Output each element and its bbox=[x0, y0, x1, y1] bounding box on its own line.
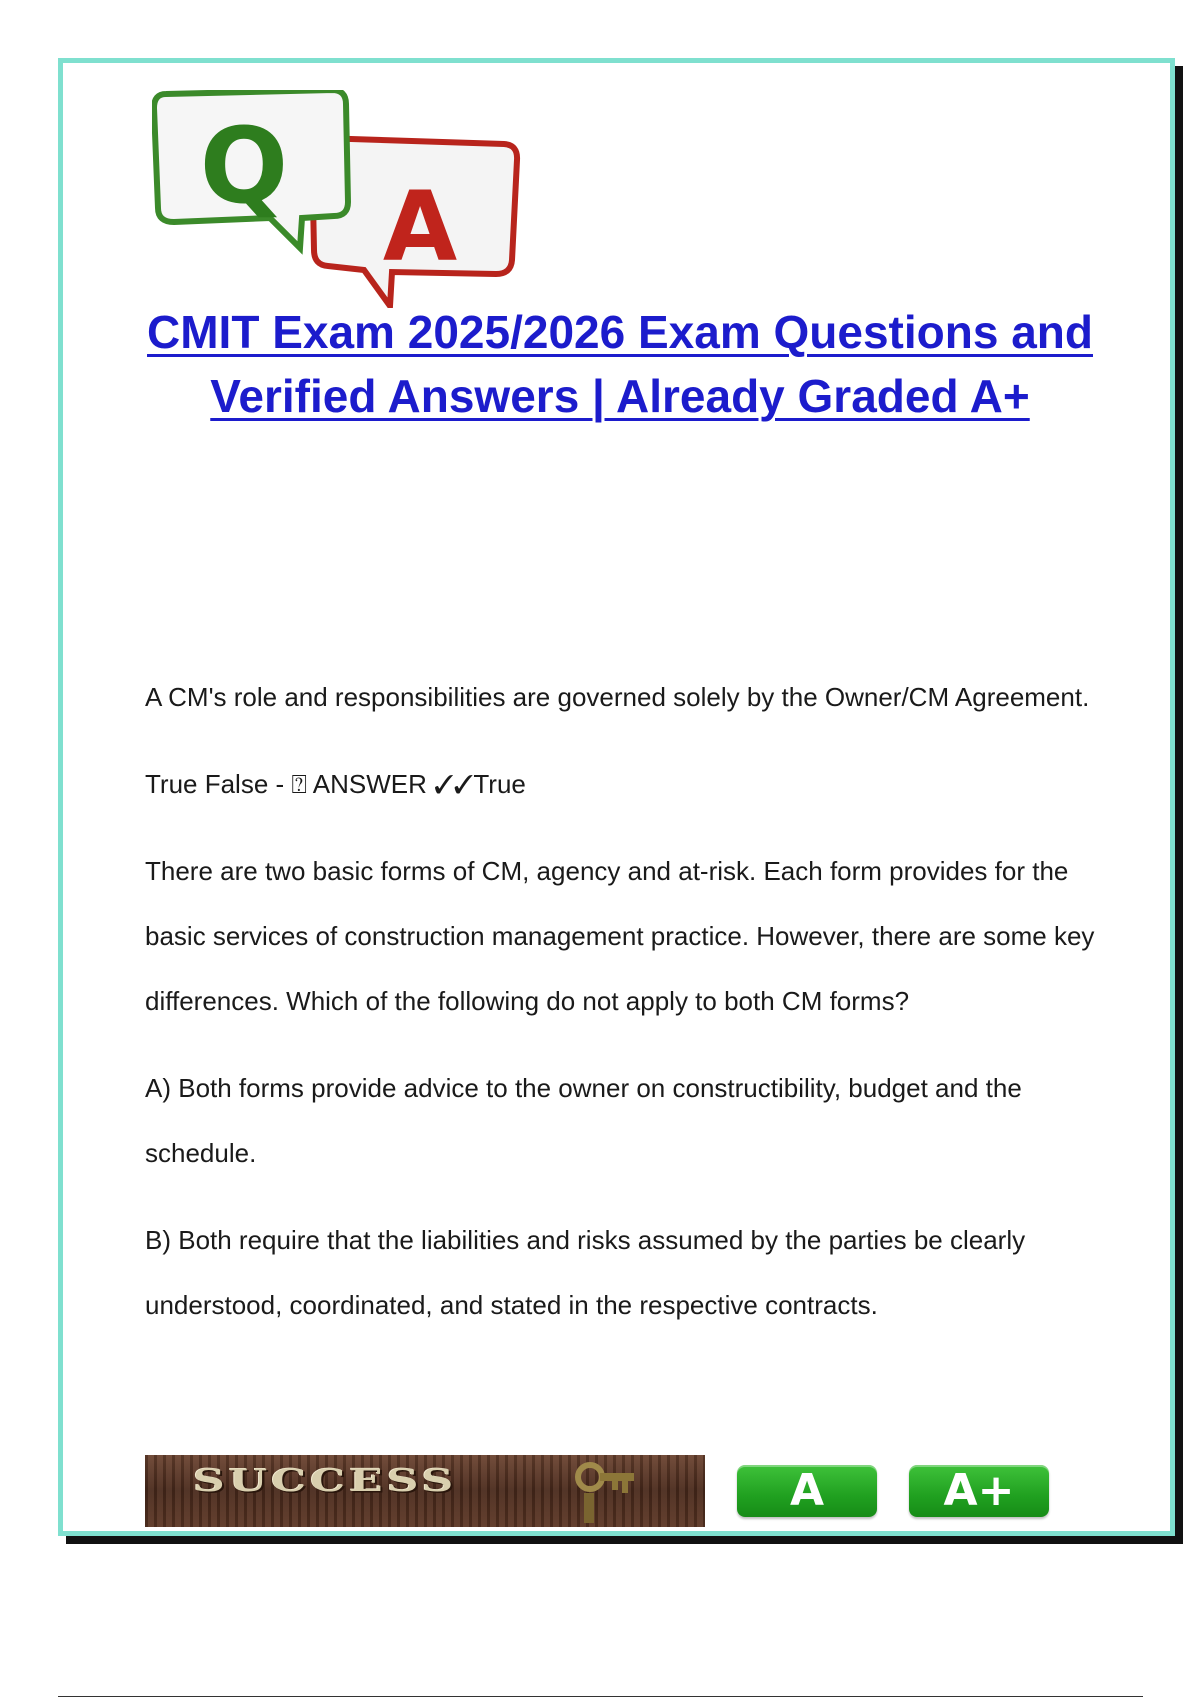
q-letter: Q bbox=[199, 105, 289, 227]
grade-aplus-badge: A+ bbox=[909, 1465, 1049, 1517]
question-list bbox=[145, 665, 1105, 1360]
page-title[interactable]: CMIT Exam 2025/2026 Exam Questions and Verified Answers | Already Graded A+ bbox=[147, 306, 1093, 422]
footer-banner-row bbox=[145, 1455, 1075, 1527]
success-text: SUCCESS bbox=[193, 1463, 458, 1499]
qa-logo bbox=[152, 90, 524, 308]
key-icon bbox=[570, 1459, 640, 1525]
a-letter: A bbox=[382, 171, 458, 283]
grade-a-badge: A bbox=[737, 1465, 877, 1517]
answer-text: True False - ⍰ ANSWER ✓✓True bbox=[145, 769, 526, 799]
option-text: B) Both require that the liabilities and risks assumed by the parties be clearly understood, coordinated, and stated in the respective contracts. bbox=[145, 1225, 1026, 1320]
question-text: There are two basic forms of CM, agency and at-risk. Each form provides for the basic services of construction management practice. However, there are some key differences. Which of the following do not apply to both CM forms? bbox=[145, 856, 1095, 1016]
bottom-divider bbox=[58, 1696, 1143, 1697]
question-text: A CM's role and responsibilities are governed solely by the Owner/CM Agreement. bbox=[145, 682, 1090, 712]
option-text: A) Both forms provide advice to the owner on constructibility, budget and the schedule. bbox=[145, 1073, 1022, 1168]
success-banner bbox=[145, 1455, 705, 1527]
